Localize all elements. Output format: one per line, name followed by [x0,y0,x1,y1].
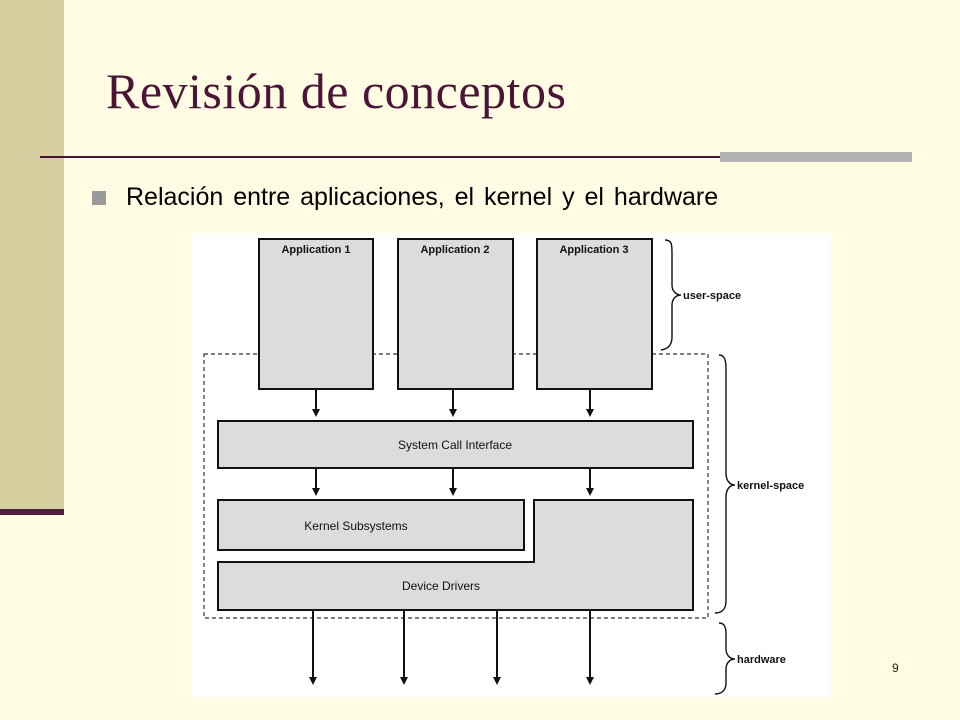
kernel-architecture-diagram [191,233,831,697]
application-2-label: Application 2 [420,244,490,256]
hardware-label: hardware [737,654,786,666]
kernel-subsystems-label: Kernel Subsystems [304,519,408,533]
system-call-interface-label: System Call Interface [397,438,513,452]
user-space-brace [661,240,681,350]
user-space-label: user-space [683,290,742,302]
slide-title: Revisión de conceptos [106,63,567,119]
bullet-text: Relación entre aplicaciones, el kernel y el hardware [126,183,719,211]
application-box-3 [537,239,652,389]
title-divider-accent [720,149,912,165]
application-1-label: Application 1 [281,244,351,256]
application-box-1 [259,239,373,389]
kernel-subsystems-box [218,500,524,550]
left-accent-bar-rule [0,509,64,515]
device-drivers-label: Device Drivers [401,579,481,593]
application-3-label: Application 3 [559,244,629,256]
square-bullet-icon [92,191,106,205]
application-box-2 [398,239,513,389]
system-call-interface-box [218,421,693,468]
kernel-space-label: kernel-space [737,480,805,492]
hardware-brace [715,623,735,694]
bullet-item [92,183,718,212]
page-number: 9 [892,661,899,675]
left-accent-bar [0,0,64,515]
kernel-space-brace [715,355,735,613]
